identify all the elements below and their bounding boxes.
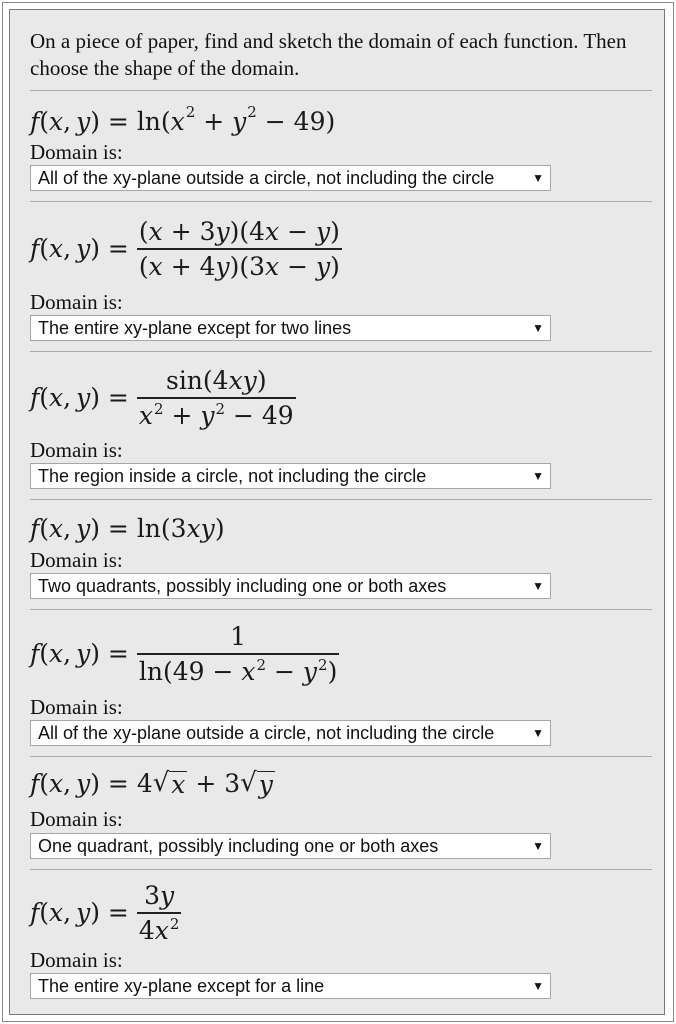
domain-select-4-value: Two quadrants, possibly including one or both axes xyxy=(38,576,447,596)
domain-select-7[interactable] xyxy=(30,973,551,999)
domain-label-2: Domain is: xyxy=(30,290,123,314)
domain-label-4: Domain is: xyxy=(30,548,123,572)
domain-select-1-value: All of the xy-plane outside a circle, not including the circle xyxy=(38,168,495,188)
domain-select-3[interactable] xyxy=(30,463,551,489)
dropdown-arrow-icon: ▼ xyxy=(532,979,544,993)
dropdown-arrow-icon: ▼ xyxy=(532,321,544,335)
function-2: f ( x , y ) = $\frac{(x + 3y)(4x - y)}{(x + 4y)(3x - y)}$ xyxy=(30,217,340,281)
divider xyxy=(30,609,652,610)
domain-select-7-value: The entire xy-plane except for a line xyxy=(38,976,325,996)
domain-select-6[interactable] xyxy=(30,833,551,859)
domain-label-5: Domain is: xyxy=(30,695,123,719)
function-4: f ( x , y ) = ln(3 xy ) xyxy=(30,514,225,543)
dropdown-arrow-icon: ▼ xyxy=(532,579,544,593)
domain-label-3: Domain is: xyxy=(30,438,123,462)
divider xyxy=(30,90,652,91)
dropdown-arrow-icon: ▼ xyxy=(532,171,544,185)
function-6: f ( x , y ) = 4 √ x + 3 √ y xyxy=(30,768,273,799)
function-3: f ( x , y ) = $\frac{\sin(4xy)}{x^2 + y^2 - 49}$ xyxy=(30,366,294,430)
domain-label-6: Domain is: xyxy=(30,807,123,831)
domain-label-7: Domain is: xyxy=(30,948,123,972)
page-frame xyxy=(2,2,674,1022)
divider xyxy=(30,351,652,352)
domain-select-3-value: The region inside a circle, not including the circle xyxy=(38,466,427,486)
function-7: f ( x , y ) = $\frac{3y}{4x^2}$ xyxy=(30,881,180,945)
divider xyxy=(30,499,652,500)
domain-select-4[interactable] xyxy=(30,573,551,599)
domain-select-1[interactable] xyxy=(30,165,551,191)
divider xyxy=(30,201,652,202)
domain-select-5[interactable] xyxy=(30,720,551,746)
function-1: f ( x , y ) = ln( x 2 + y 2 − 49) xyxy=(30,102,336,136)
divider xyxy=(30,869,652,870)
dropdown-arrow-icon: ▼ xyxy=(532,469,544,483)
domain-label-1: Domain is: xyxy=(30,140,123,164)
divider xyxy=(30,756,652,757)
domain-select-6-value: One quadrant, possibly including one or both axes xyxy=(38,836,439,856)
domain-select-2-value: The entire xy-plane except for two lines xyxy=(38,318,352,338)
domain-select-2[interactable] xyxy=(30,315,551,341)
domain-select-5-value: All of the xy-plane outside a circle, not including the circle xyxy=(38,723,495,743)
fraction: $\frac{3y}{4x^2}$ xyxy=(138,881,180,945)
fraction: $\frac{1}{\ln(49 - x^2 - y^2)}$ xyxy=(138,622,338,686)
dropdown-arrow-icon: ▼ xyxy=(532,839,544,853)
dropdown-arrow-icon: ▼ xyxy=(532,726,544,740)
instructions-text: On a piece of paper, find and sketch the domain of each function. Then choose the shape of the domain. xyxy=(30,29,627,80)
question-panel xyxy=(9,9,665,1015)
function-5: f ( x , y ) = $\frac{1}{\ln(49 - x^2 - y^2)}$ xyxy=(30,622,338,686)
fraction: $\frac{\sin(4xy)}{x^2 + y^2 - 49}$ xyxy=(138,366,294,430)
fraction: $\frac{(x + 3y)(4x - y)}{(x + 4y)(3x - y)}$ xyxy=(138,217,340,281)
